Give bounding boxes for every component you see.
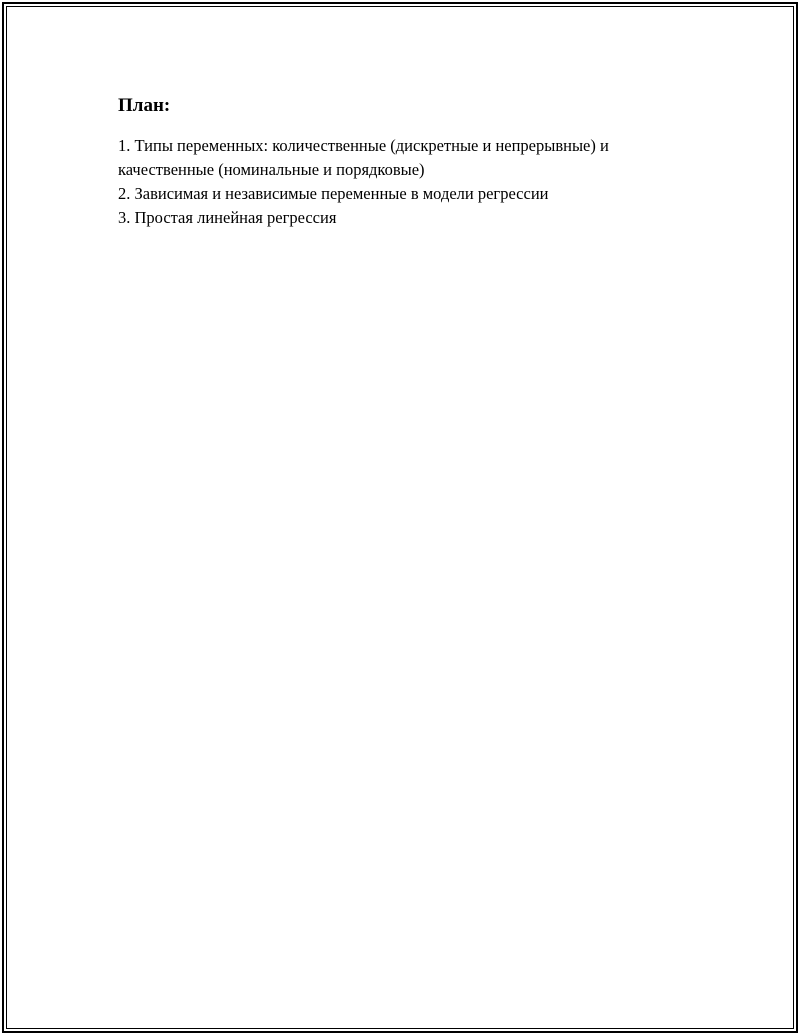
page-content — [118, 94, 678, 230]
plan-list — [118, 134, 678, 230]
plan-item-2: 2. Зависимая и независимые переменные в модели регрессии — [118, 184, 549, 203]
plan-heading: План: — [118, 95, 171, 116]
plan-item-3: 3. Простая линейная регрессия — [118, 208, 337, 227]
plan-item-1: 1. Типы переменных: количественные (дискретные и непрерывные) и качественные (номинальные и порядковые) — [118, 136, 609, 179]
